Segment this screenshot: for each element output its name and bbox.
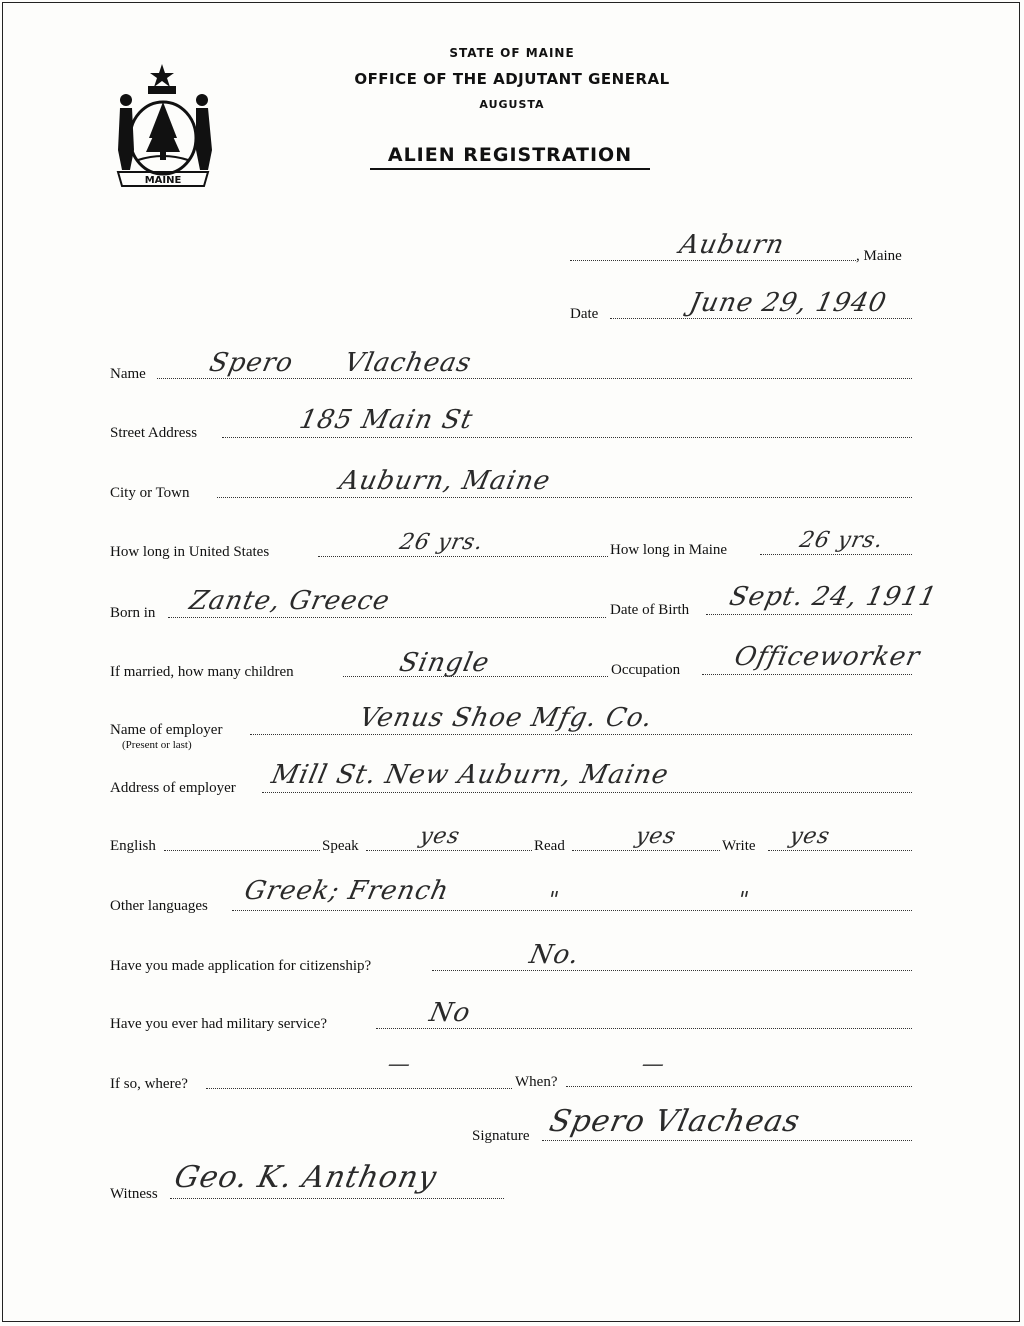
date-value: June 29, 1940 — [686, 288, 890, 318]
first-name-value: Spero — [206, 348, 297, 378]
city-line — [217, 497, 912, 498]
state-seal-icon — [104, 60, 226, 192]
other-languages-ditto-1: " — [545, 888, 562, 913]
how-long-us-line — [318, 556, 608, 557]
date-line — [610, 318, 912, 319]
children-value: Single — [396, 648, 493, 678]
employer-line — [250, 734, 912, 735]
witness-value: Geo. K. Anthony — [171, 1160, 441, 1195]
state-heading: STATE OF MAINE — [449, 46, 575, 60]
citizenship-value: No. — [526, 940, 583, 970]
city-label: City or Town — [110, 485, 190, 501]
employer-address-value: Mill St. New Auburn, Maine — [268, 760, 672, 790]
english-label: English — [110, 838, 156, 854]
office-heading: OFFICE OF THE ADJUTANT GENERAL — [354, 70, 670, 88]
read-value: yes — [633, 824, 679, 849]
born-in-label: Born in — [110, 605, 156, 621]
where-label: If so, where? — [110, 1076, 188, 1092]
read-line — [572, 850, 720, 851]
how-long-maine-label: How long in Maine — [610, 542, 728, 558]
military-line — [376, 1028, 912, 1029]
other-languages-label: Other languages — [110, 898, 208, 914]
occupation-value: Officeworker — [731, 642, 923, 672]
street-label: Street Address — [110, 425, 198, 441]
when-line — [566, 1086, 912, 1087]
citizenship-line — [432, 970, 912, 971]
date-of-birth-value: Sept. 24, 1911 — [726, 582, 940, 612]
how-long-maine-line — [760, 554, 912, 555]
witness-label: Witness — [110, 1186, 158, 1202]
when-label: When? — [515, 1074, 558, 1090]
employer-sublabel: (Present or last) — [122, 739, 192, 751]
born-in-line — [168, 617, 606, 618]
last-name-value: Vlacheas — [341, 348, 475, 378]
employer-label: Name of employer — [110, 722, 223, 738]
write-label: Write — [722, 838, 756, 854]
town-line — [570, 260, 856, 261]
how-long-us-value: 26 yrs. — [397, 530, 486, 555]
write-value: yes — [787, 824, 833, 849]
speak-value: yes — [417, 824, 463, 849]
read-label: Read — [534, 838, 565, 854]
how-long-maine-value: 26 yrs. — [797, 528, 886, 553]
citizenship-label: Have you made application for citizenship? — [110, 958, 372, 974]
how-long-us-label: How long in United States — [110, 544, 270, 560]
when-value: — — [639, 1052, 668, 1077]
city-value: Auburn, Maine — [336, 466, 554, 496]
write-line — [768, 850, 912, 851]
born-in-value: Zante, Greece — [186, 586, 393, 616]
seal-text: MAINE — [144, 175, 182, 186]
date-of-birth-line — [706, 614, 912, 615]
town-value: Auburn — [676, 230, 788, 260]
speak-line — [366, 850, 532, 851]
street-line — [222, 437, 912, 438]
city-heading: AUGUSTA — [479, 98, 545, 111]
signature-value: Spero Vlacheas — [546, 1104, 804, 1139]
employer-address-line — [262, 792, 912, 793]
signature-label: Signature — [472, 1128, 530, 1144]
occupation-line — [702, 674, 912, 675]
name-line — [157, 378, 912, 379]
date-of-birth-label: Date of Birth — [610, 602, 690, 618]
maine-label: , Maine — [856, 248, 902, 264]
children-label: If married, how many children — [110, 664, 294, 680]
where-line — [206, 1088, 512, 1089]
military-label: Have you ever had military service? — [110, 1016, 327, 1032]
name-label: Name — [110, 366, 146, 382]
military-value: No — [426, 998, 474, 1028]
where-value: — — [385, 1052, 414, 1077]
employer-value: Venus Shoe Mfg. Co. — [356, 703, 656, 733]
speak-label: Speak — [322, 838, 359, 854]
form-title: ALIEN REGISTRATION — [370, 144, 650, 170]
other-languages-line — [232, 910, 912, 911]
witness-line — [170, 1198, 504, 1199]
signature-line — [542, 1140, 912, 1141]
other-languages-value: Greek; French — [241, 876, 452, 906]
occupation-label: Occupation — [611, 662, 681, 678]
english-line — [164, 850, 320, 851]
date-label: Date — [570, 306, 599, 322]
street-value: 185 Main St — [296, 405, 476, 435]
other-languages-ditto-2: " — [735, 888, 752, 913]
employer-address-label: Address of employer — [110, 780, 236, 796]
